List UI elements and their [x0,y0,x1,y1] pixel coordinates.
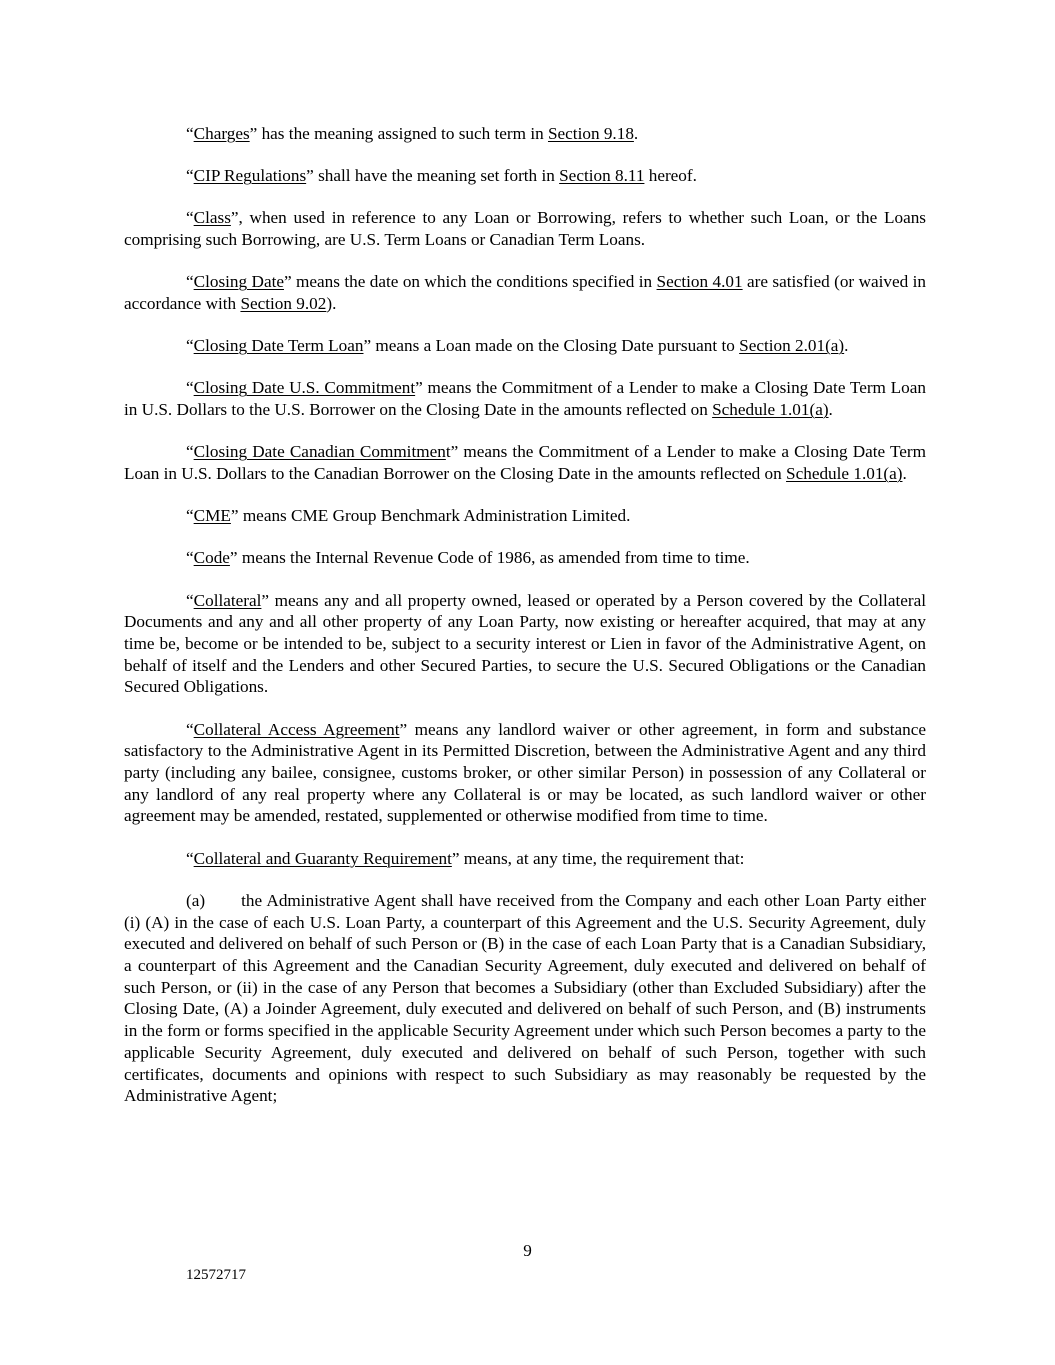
underlined-term: Charges [193,124,250,143]
underlined-term: Collateral [193,590,262,610]
definition-paragraph-collateral-and-guaranty-requirement [124,848,926,870]
paragraph-text: the Administrative Agent shall have received from the Company and each other Loan Party either (i) (A) in the case of each U.S. Loan Party, a counterpart of this Agreement and the U.S. Security Agreement, duly executed and delivered on behalf of such Person or (B) in the case of each Loan Party that is a Canadian Subsidiary, a counterpart of this Agreement and the Canadian Security Agreement, duly executed and delivered on behalf of such Person, or (ii) in the case of any Person that becomes a Subsidiary (other than Excluded Subsidiary) after the Closing Date, (A) a Joinder Agreement, duly executed and delivered on behalf of such Person, and (B) instruments in the form or forms specified in the applicable Security Agreement under which such Person becomes a party to the applicable Security Agreement, duly executed and delivered on behalf of such Person, together with such certificates, documents and opinions with respect to such Subsidiary as may reasonably be requested by the Administrative Agent; [124,890,926,1106]
definition-paragraph-code [124,547,926,569]
paragraph-text: “ [186,378,194,398]
paragraph-text: . [633,124,639,143]
paragraph-text: ” means the date on which the conditions specified in [284,272,657,292]
definition-paragraph-closing-date-us-commitment [124,377,926,420]
definition-paragraph-closing-date-term-loan [124,335,926,357]
underlined-term: Schedule 1.01(a) [786,464,903,484]
paragraph-text: (a) [186,890,206,910]
paragraph-text: . [844,336,849,356]
definition-paragraph-clause-a [124,890,926,1107]
underlined-term: Schedule 1.01(a) [712,400,829,420]
paragraph-text: “ [186,719,194,739]
definition-paragraph-cme [124,505,926,527]
paragraph-text: are satisfied (or waived in accordance with [124,272,926,314]
underlined-term: Collateral and Guaranty Requirement [193,848,452,868]
paragraph-text: “ [186,124,194,143]
underlined-term: Closing Date U.S. Commitment [193,378,416,398]
definition-paragraph-collateral-access-agreement [124,719,926,828]
underlined-term: Section 9.02 [240,294,327,314]
paragraph-text: ”, when used in reference to any Loan or Borrowing, refers to whether such Loan, or the Loans comprising such Borrowing, are U.S. Term Loans or Canadian Term Loans. [124,208,926,250]
underlined-term: CME [193,506,231,526]
paragraph-text: . [902,464,907,484]
underlined-term: Code [193,548,230,568]
paragraph-text: ). [326,294,337,314]
document-body [124,123,926,1127]
underlined-term: Closing Date [193,272,284,292]
paragraph-text: ” means the Internal Revenue Code of 1986, as amended from time to time. [229,548,750,568]
underlined-term: Class [193,208,231,228]
definition-paragraph-collateral [124,590,926,699]
paragraph-text: “ [186,590,194,610]
paragraph-text: ” means the Commitment of a Lender to make a Closing Date Term Loan in U.S. Dollars to the U.S. Borrower on the Closing Date in the amounts reflected on [124,378,926,420]
paragraph-text: “ [186,272,194,292]
underlined-term: Section 9.18 [547,124,634,143]
paragraph-text: t” means the Commitment of a Lender to make a Closing Date Term Loan in U.S. Dollars to the Canadian Borrower on the Closing Date in the amounts reflected on [124,442,926,484]
underlined-term: Section 2.01(a) [739,336,845,356]
underlined-term: Closing Date Term Loan [193,336,364,356]
definition-paragraph-closing-date [124,271,926,314]
paragraph-text: ” has the meaning assigned to such term in [249,124,548,143]
underlined-term: CIP Regulations [193,166,307,186]
definition-paragraph-closing-date-canadian-commitment [124,441,926,484]
definition-paragraph-class [124,207,926,250]
paragraph-text: “ [186,336,194,356]
paragraph-text: ” means a Loan made on the Closing Date pursuant to [363,336,740,356]
underlined-term: Collateral Access Agreement [193,719,400,739]
paragraph-text: ” shall have the meaning set forth in [306,166,560,186]
underlined-term: Section 8.11 [559,166,645,186]
paragraph-text: ” means, at any time, the requirement that: [451,848,745,868]
definition-paragraph-charges [124,123,926,145]
paragraph-text: “ [186,442,194,462]
paragraph-text: “ [186,166,194,186]
page-number: 9 [523,1241,532,1260]
paragraph-text: ” means any and all property owned, leased or operated by a Person covered by the Collateral Documents and any and all other property of any Loan Party, now existing or hereafter acquired, that may at any time be, become or be intended to be, subject to a security interest or Lien in favor of the Administrative Agent, on behalf of itself and the Lenders and other Secured Parties, to secure the U.S. Secured Obligations or the Canadian Secured Obligations. [124,590,926,697]
underlined-term: Section 4.01 [656,272,743,292]
underlined-term: Closing Date Canadian Commitmen [193,442,446,462]
paragraph-text: “ [186,848,194,868]
document-id: 12572717 [186,1267,246,1283]
paragraph-text: ” means CME Group Benchmark Administration Limited. [230,506,631,526]
paragraph-text: hereof. [644,166,697,186]
paragraph-text: ” means any landlord waiver or other agreement, in form and substance satisfactory to the Administrative Agent in its Permitted Discretion, between the Administrative Agent and any third party (including any bailee, consignee, customs broker, or other similar Person) in possession of any Collateral or any landlord of any real property where any Collateral is or may be located, as such landlord waiver or other agreement may be amended, restated, supplemented or otherwise modified from time to time. [124,719,926,826]
paragraph-text: “ [186,506,194,526]
definition-paragraph-cip-regulations [124,165,926,187]
paragraph-text: “ [186,548,194,568]
paragraph-text: . [828,400,833,420]
paragraph-text: “ [186,208,194,228]
